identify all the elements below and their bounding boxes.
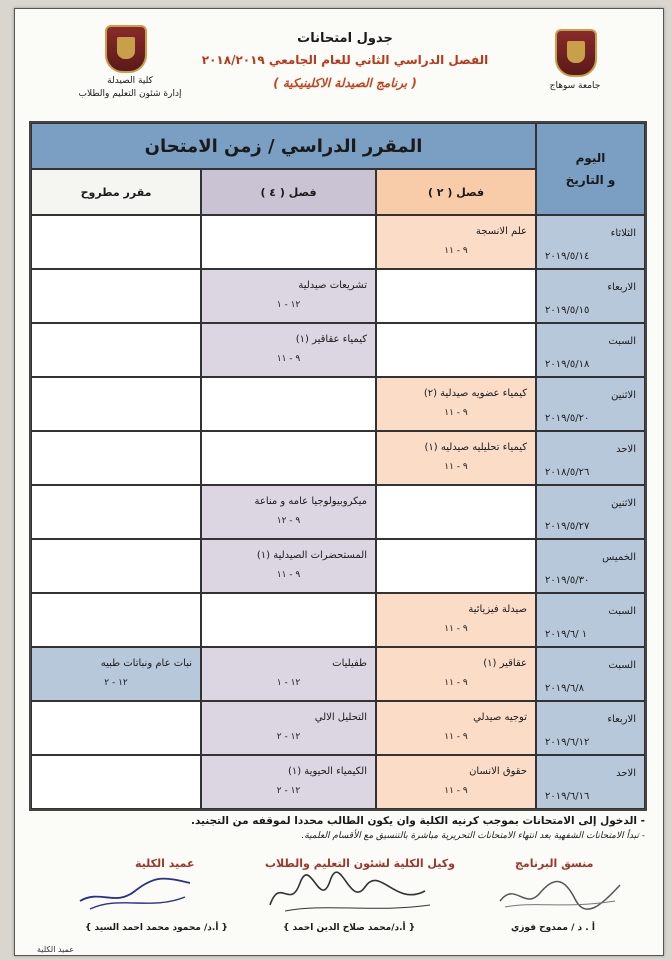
- note-id-requirement: - الدخول إلى الامتحانات بموجب كرنيه الكلية وان يكون الطالب محددا لموقفه من التجنيد.: [190, 815, 645, 827]
- day-cell: [536, 647, 645, 701]
- elective-cell: [31, 701, 201, 755]
- dean-name: { أ.د/ محمود محمد احمد السيد }: [85, 923, 228, 933]
- university-logo-icon: [555, 29, 597, 77]
- exam-time: ٩ - ١١: [444, 678, 468, 688]
- class-2-cell: [376, 431, 536, 485]
- class-4-cell: [201, 647, 376, 701]
- class-4-cell: [201, 485, 376, 539]
- exam-time: ٩ - ١١: [444, 246, 468, 256]
- exam-date: ١ /٢٠١٩/٦: [545, 629, 588, 640]
- vice-dean-name: { أ.د/محمد صلاح الدين احمد }: [283, 923, 416, 933]
- day-name: الخميس: [602, 552, 636, 563]
- exam-time: ٩ - ١١: [276, 570, 301, 580]
- exam-time: ١٢ - ١: [276, 678, 301, 688]
- day-name: السبت: [608, 660, 636, 671]
- class-2-cell: [376, 485, 536, 539]
- elective-cell: [31, 485, 201, 539]
- exam-date: ٢٠١٩/٦/١٢: [545, 737, 590, 748]
- column-header-class-4: فصل ( ٤ ): [201, 169, 376, 215]
- day-name: الاربعاء: [607, 714, 636, 725]
- class-4-cell: [201, 269, 376, 323]
- exam-time: ١٢ - ٢: [104, 678, 128, 688]
- document-page: [14, 8, 664, 956]
- subject-name: نبات عام ونباتات طبيه: [100, 658, 192, 669]
- day-name: الثلاثاء: [610, 228, 636, 239]
- column-header-elective: مقرر مطروح: [31, 169, 201, 215]
- subject-name: طفيليات: [332, 658, 367, 669]
- exam-time: ١٢ - ٢: [276, 732, 301, 742]
- subject-name: علم الانسجة: [475, 226, 527, 237]
- coordinator-title: منسق البرنامج: [515, 857, 594, 870]
- faculty-name: كلية الصيدلة: [107, 76, 153, 86]
- faculty-logo-icon: [105, 25, 147, 73]
- exam-date: ٢٠١٩/٥/١٨: [545, 359, 590, 370]
- day-name: الاحد: [616, 444, 636, 455]
- class-2-cell: [376, 755, 536, 809]
- corner-note: عميد الكلية: [37, 945, 74, 954]
- vice-dean-title: وكيل الكلية لشئون التعليم والطلاب: [265, 857, 455, 870]
- exam-time: ١٢ - ٢: [276, 786, 301, 796]
- day-name: السبت: [608, 606, 636, 617]
- elective-cell: [31, 269, 201, 323]
- subject-name: المستحضرات الصيدلية (١): [256, 550, 367, 561]
- exam-date: ٢٠١٩/٥/٢٧: [545, 521, 590, 532]
- subject-name: الكيمياء الحيوية (١): [287, 766, 367, 777]
- class-2-cell: [376, 701, 536, 755]
- day-cell: [536, 431, 645, 485]
- elective-cell: [31, 593, 201, 647]
- elective-cell: [31, 215, 201, 269]
- class-4-cell: [201, 431, 376, 485]
- class-2-cell: [376, 323, 536, 377]
- subject-name: صيدلة فيزيائية: [468, 604, 527, 615]
- class-2-cell: [376, 215, 536, 269]
- program-subtitle: ( برنامج الصيدلة الاكلينيكية ): [273, 76, 417, 90]
- day-name: الاثنين: [611, 498, 636, 509]
- class-4-cell: [201, 377, 376, 431]
- day-cell: [536, 539, 645, 593]
- document-header: [15, 9, 665, 119]
- class-2-cell: [376, 539, 536, 593]
- class-4-cell: [201, 755, 376, 809]
- table-main-header: المقرر الدراسي / زمن الامتحان: [31, 123, 536, 169]
- exam-date: ٢٠١٩/٦/١٦: [545, 791, 590, 802]
- exam-date: ٢٠١٩/٥/٢٠: [545, 413, 590, 424]
- day-name: الاربعاء: [607, 282, 636, 293]
- exam-date: ٢٠١٩/٥/٣٠: [545, 575, 590, 586]
- subject-name: التحليل الالي: [314, 712, 367, 723]
- exam-time: ٩ - ١١: [444, 408, 468, 418]
- class-2-cell: [376, 377, 536, 431]
- day-cell: [536, 485, 645, 539]
- exam-date: ٢٠١٩/٥/١٥: [545, 305, 590, 316]
- subject-name: كيمياء عقاقير (١): [295, 334, 367, 345]
- day-header-label: اليوم: [575, 151, 606, 165]
- day-cell: [536, 593, 645, 647]
- elective-cell: [31, 755, 201, 809]
- day-cell: [536, 701, 645, 755]
- elective-cell: [31, 377, 201, 431]
- notes-section: [35, 815, 645, 841]
- subject-name: توجيه صيدلي: [473, 712, 527, 723]
- exam-time: ٩ - ١١: [276, 354, 301, 364]
- exam-time: ٩ - ١١: [444, 732, 468, 742]
- exam-time: ٩ - ١١: [444, 624, 468, 634]
- semester-subtitle: الفصل الدراسي الثاني للعام الجامعي ٢٠١٨/٢٠١٩: [201, 53, 489, 67]
- day-date-header: [536, 123, 645, 215]
- exam-time: ٩ - ١١: [444, 786, 468, 796]
- department-name: إدارة شئون التعليم والطلاب: [78, 89, 182, 99]
- note-oral-exams: - تبدأ الامتحانات الشفهية بعد انتهاء الامتحانات التحريرية مباشرة بالتنسيق مع الأقسام العلمية.: [301, 831, 645, 841]
- column-header-class-2: فصل ( ٢ ): [376, 169, 536, 215]
- exam-time: ٩ - ١٢: [276, 516, 301, 526]
- exam-date: ٢٠١٨/٥/٢٦: [545, 467, 590, 478]
- exam-time: ١٢ - ١: [276, 300, 301, 310]
- elective-cell: [31, 431, 201, 485]
- elective-cell: [31, 647, 201, 701]
- subject-name: عقاقير (١): [483, 658, 527, 669]
- day-name: السبت: [608, 336, 636, 347]
- vice-dean-signature-icon: [265, 871, 435, 915]
- class-2-cell: [376, 593, 536, 647]
- subject-name: تشريعات صيدلية: [298, 280, 367, 291]
- day-cell: [536, 377, 645, 431]
- dean-title: عميد الكلية: [135, 857, 195, 870]
- exam-date: ٢٠١٩/٦/٨: [545, 683, 584, 694]
- page-title: جدول امتحانات: [297, 31, 393, 46]
- day-name: الاحد: [616, 768, 636, 779]
- exam-schedule-table: [29, 121, 647, 811]
- class-2-cell: [376, 647, 536, 701]
- elective-cell: [31, 539, 201, 593]
- coordinator-name: أ . د / ممدوح فوزي: [511, 923, 595, 933]
- exam-time: ٩ - ١١: [444, 462, 468, 472]
- subject-name: ميكروبيولوجيا عامه و مناعة: [254, 496, 367, 507]
- day-cell: [536, 755, 645, 809]
- day-cell: [536, 323, 645, 377]
- day-cell: [536, 215, 645, 269]
- subject-name: كيمياء تحليليه صيدليه (١): [424, 442, 527, 453]
- class-2-cell: [376, 269, 536, 323]
- class-4-cell: [201, 701, 376, 755]
- subject-name: حقوق الانسان: [469, 766, 527, 777]
- class-4-cell: [201, 539, 376, 593]
- subject-name: كيمياء عضويه صيدلية (٢): [423, 388, 527, 399]
- exam-date: ٢٠١٩/٥/١٤: [545, 251, 590, 262]
- class-4-cell: [201, 323, 376, 377]
- day-name: الاثنين: [611, 390, 636, 401]
- university-name: جامعة سوهاج: [549, 81, 601, 91]
- date-header-label: و التاريخ: [565, 173, 616, 187]
- class-4-cell: [201, 593, 376, 647]
- class-4-cell: [201, 215, 376, 269]
- faculty-caption: [55, 75, 205, 101]
- day-cell: [536, 269, 645, 323]
- elective-cell: [31, 323, 201, 377]
- coordinator-signature-icon: [495, 871, 625, 915]
- dean-signature-icon: [75, 871, 195, 915]
